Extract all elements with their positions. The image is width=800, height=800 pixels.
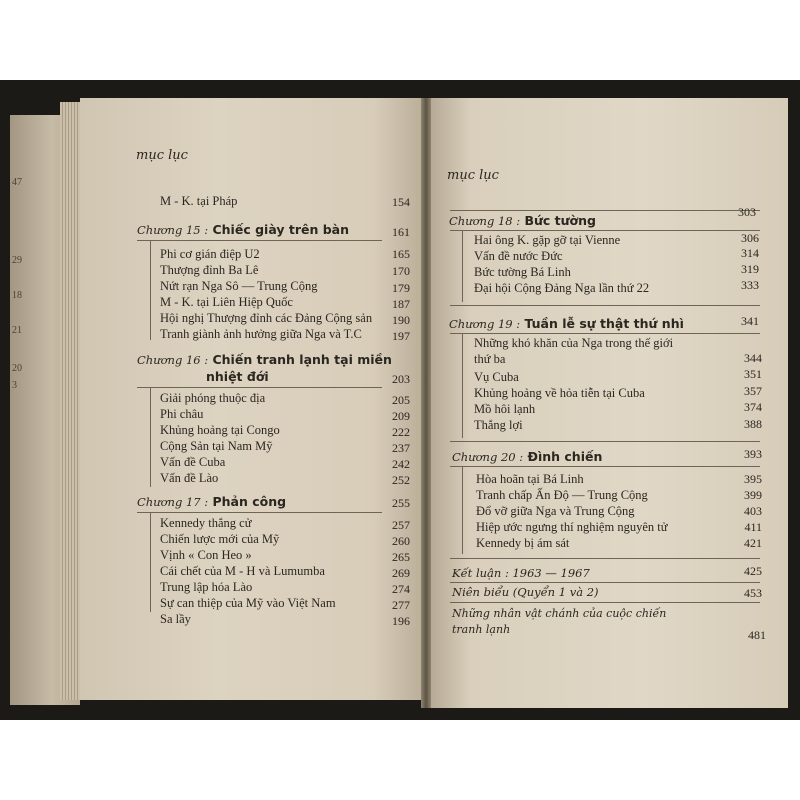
toc-entry: Hai ông K. gặp gỡ tại Vienne bbox=[474, 233, 621, 247]
edge-number: 18 bbox=[12, 290, 22, 301]
chapter-heading bbox=[449, 213, 596, 228]
toc-extra-figures: Những nhân vật chánh của cuộc chiến bbox=[452, 607, 667, 620]
top-rule bbox=[450, 210, 760, 211]
toc-page-number: 388 bbox=[744, 417, 762, 431]
toc-page-number: 179 bbox=[392, 281, 410, 295]
chapter-heading bbox=[449, 316, 684, 331]
chapter-title: Phản công bbox=[212, 494, 287, 509]
toc-entry: Đổ vỡ giữa Nga và Trung Cộng bbox=[476, 504, 635, 518]
toc-page-number: 209 bbox=[392, 409, 410, 423]
toc-page-number: 351 bbox=[744, 367, 762, 381]
toc-entry: Cái chết của M - H và Lumumba bbox=[160, 564, 325, 578]
toc-page-number: 277 bbox=[392, 598, 410, 612]
chapter-title: Chiến tranh lạnh tại miền bbox=[212, 352, 392, 367]
toc-page-number: 197 bbox=[392, 329, 410, 343]
toc-page-number: 187 bbox=[392, 297, 410, 311]
toc-entry: Hòa hoãn tại Bá Linh bbox=[476, 472, 584, 486]
toc-page-number: 252 bbox=[392, 473, 410, 487]
toc-entry: Kennedy bị ám sát bbox=[476, 536, 570, 550]
chapter-page-number: 303 bbox=[738, 205, 756, 219]
toc-entry: Tranh giành ảnh hưởng giữa Nga và T.C bbox=[160, 327, 362, 341]
toc-page-number: 425 bbox=[744, 564, 762, 578]
toc-entry: M - K. tại Liên Hiệp Quốc bbox=[160, 295, 293, 309]
toc-page-number: 222 bbox=[392, 425, 410, 439]
toc-entry: Thượng đỉnh Ba Lê bbox=[160, 263, 259, 277]
toc-page-number: 319 bbox=[741, 262, 759, 276]
section-rule bbox=[450, 602, 760, 603]
toc-page-number: 205 bbox=[392, 393, 410, 407]
toc-page-number: 265 bbox=[392, 550, 410, 564]
chapter-bracket bbox=[150, 512, 151, 612]
toc-page-number: 306 bbox=[741, 231, 759, 245]
chapter-top-rule bbox=[450, 305, 760, 306]
book-gutter bbox=[421, 98, 431, 708]
toc-entry: Khủng hoảng về hỏa tiễn tại Cuba bbox=[474, 386, 645, 400]
left-page-header: mục lục bbox=[136, 148, 188, 163]
chapter-rule bbox=[450, 466, 760, 467]
chapter-title: Bức tường bbox=[524, 213, 596, 228]
chapter-page-number: 341 bbox=[741, 314, 759, 328]
toc-entry: Những khó khăn của Nga trong thế giới bbox=[474, 336, 674, 350]
toc-entry: Vấn đề Cuba bbox=[160, 455, 226, 469]
edge-number: 3 bbox=[12, 380, 17, 391]
chapter-heading bbox=[137, 222, 349, 237]
toc-entry: Phi cơ gián điệp U2 bbox=[160, 247, 260, 261]
chapter-page-number: 255 bbox=[392, 496, 410, 510]
toc-entry: Khủng hoảng tại Congo bbox=[160, 423, 280, 437]
toc-page-number: 395 bbox=[744, 472, 762, 486]
toc-page-number: 190 bbox=[392, 313, 410, 327]
chapter-rule bbox=[137, 387, 382, 388]
toc-entry: Tranh chấp Ấn Độ — Trung Cộng bbox=[476, 488, 648, 502]
toc-entry: Cộng Sản tại Nam Mỹ bbox=[160, 439, 273, 453]
chapter-label: Chương 18 : bbox=[449, 214, 521, 228]
toc-page-number: 314 bbox=[741, 246, 759, 260]
toc-page-number: 481 bbox=[748, 628, 766, 642]
toc-page-number: 269 bbox=[392, 566, 410, 580]
toc-page-number: 196 bbox=[392, 614, 410, 628]
right-page-header: mục lục bbox=[447, 168, 499, 183]
toc-entry: Vấn đề nước Đức bbox=[474, 249, 563, 263]
toc-page-number: 333 bbox=[741, 278, 759, 292]
toc-page-number: 237 bbox=[392, 441, 410, 455]
toc-entry: Nứt rạn Nga Sô — Trung Cộng bbox=[160, 279, 318, 293]
edge-number: 20 bbox=[12, 363, 22, 374]
toc-entry: Vụ Cuba bbox=[474, 370, 519, 384]
toc-page-number: 453 bbox=[744, 586, 762, 600]
section-rule bbox=[450, 558, 760, 559]
edge-number: 21 bbox=[12, 325, 22, 336]
toc-extra-conclusion: Kết luận : 1963 — 1967 bbox=[452, 566, 590, 580]
toc-entry: Bức tường Bá Linh bbox=[474, 265, 571, 279]
toc-page-number: 170 bbox=[392, 264, 410, 278]
toc-extra-figures-continued: tranh lạnh bbox=[452, 623, 511, 636]
toc-page-number: 357 bbox=[744, 384, 762, 398]
chapter-bracket bbox=[462, 333, 463, 438]
edge-number: 29 bbox=[12, 255, 22, 266]
toc-page-number: 242 bbox=[392, 457, 410, 471]
chapter-label: Chương 17 : bbox=[137, 495, 209, 509]
chapter-page-number: 203 bbox=[392, 372, 410, 386]
chapter-label: Chương 16 : bbox=[137, 353, 209, 367]
chapter-bracket bbox=[462, 466, 463, 554]
toc-page-number: 374 bbox=[744, 400, 762, 414]
chapter-rule bbox=[450, 333, 760, 334]
toc-entry: Hội nghị Thượng đỉnh các Đảng Cộng sản bbox=[160, 311, 373, 325]
chapter-page-number: 393 bbox=[744, 447, 762, 461]
chapter-top-rule bbox=[450, 441, 760, 442]
toc-page-number: 399 bbox=[744, 488, 762, 502]
section-rule bbox=[450, 582, 760, 583]
toc-entry: Hiệp ước ngưng thí nghiệm nguyên tử bbox=[476, 520, 668, 534]
chapter-title-continued: nhiệt đới bbox=[206, 369, 269, 384]
chapter-bracket bbox=[462, 230, 463, 302]
chapter-bracket bbox=[150, 387, 151, 487]
toc-entry: Vấn đề Lào bbox=[160, 471, 219, 485]
toc-entry: Mồ hôi lạnh bbox=[474, 402, 536, 416]
toc-entry: Giải phóng thuộc địa bbox=[160, 391, 266, 405]
chapter-label: Chương 15 : bbox=[137, 223, 209, 237]
chapter-title: Chiếc giày trên bàn bbox=[212, 222, 350, 237]
toc-page-number: 421 bbox=[744, 536, 762, 550]
chapter-rule bbox=[137, 512, 382, 513]
toc-entry: Sa lầy bbox=[160, 612, 191, 626]
toc-entry: Chiến lược mới của Mỹ bbox=[160, 532, 280, 546]
toc-page-number: 257 bbox=[392, 518, 410, 532]
toc-page-number: 260 bbox=[392, 534, 410, 548]
edge-number: 47 bbox=[12, 177, 22, 188]
chapter-title: Đình chiến bbox=[527, 449, 603, 464]
toc-entry: M - K. tại Pháp bbox=[160, 194, 238, 208]
toc-entry: Vịnh « Con Heo » bbox=[160, 548, 252, 562]
toc-entry-continued: thứ ba bbox=[474, 352, 506, 366]
chapter-heading bbox=[137, 352, 392, 367]
toc-page-number: 411 bbox=[744, 520, 762, 534]
toc-entry: Đại hội Cộng Đảng Nga lần thứ 22 bbox=[474, 281, 650, 295]
chapter-label: Chương 19 : bbox=[449, 317, 521, 331]
toc-page-number: 403 bbox=[744, 504, 762, 518]
chapter-bracket bbox=[150, 240, 151, 340]
toc-page-number: 165 bbox=[392, 247, 410, 261]
chapter-title: Tuần lễ sự thật thứ nhì bbox=[524, 316, 684, 331]
toc-page-number: 274 bbox=[392, 582, 410, 596]
toc-entry: Thắng lợi bbox=[474, 418, 523, 432]
chapter-heading bbox=[137, 494, 286, 509]
toc-extra-timeline: Niên biểu (Quyển 1 và 2) bbox=[452, 585, 599, 599]
chapter-label: Chương 20 : bbox=[452, 450, 524, 464]
toc-entry: Trung lập hóa Lào bbox=[160, 580, 253, 594]
toc-entry: Sự can thiệp của Mỹ vào Việt Nam bbox=[160, 596, 336, 610]
chapter-page-number: 161 bbox=[392, 225, 410, 239]
toc-entry: Kennedy thắng cử bbox=[160, 516, 252, 530]
toc-entry: Phi châu bbox=[160, 407, 204, 421]
chapter-rule bbox=[137, 240, 382, 241]
chapter-heading bbox=[452, 449, 602, 464]
toc-page-number: 154 bbox=[392, 195, 410, 209]
toc-page-number: 344 bbox=[744, 351, 762, 365]
chapter-rule bbox=[450, 230, 760, 231]
